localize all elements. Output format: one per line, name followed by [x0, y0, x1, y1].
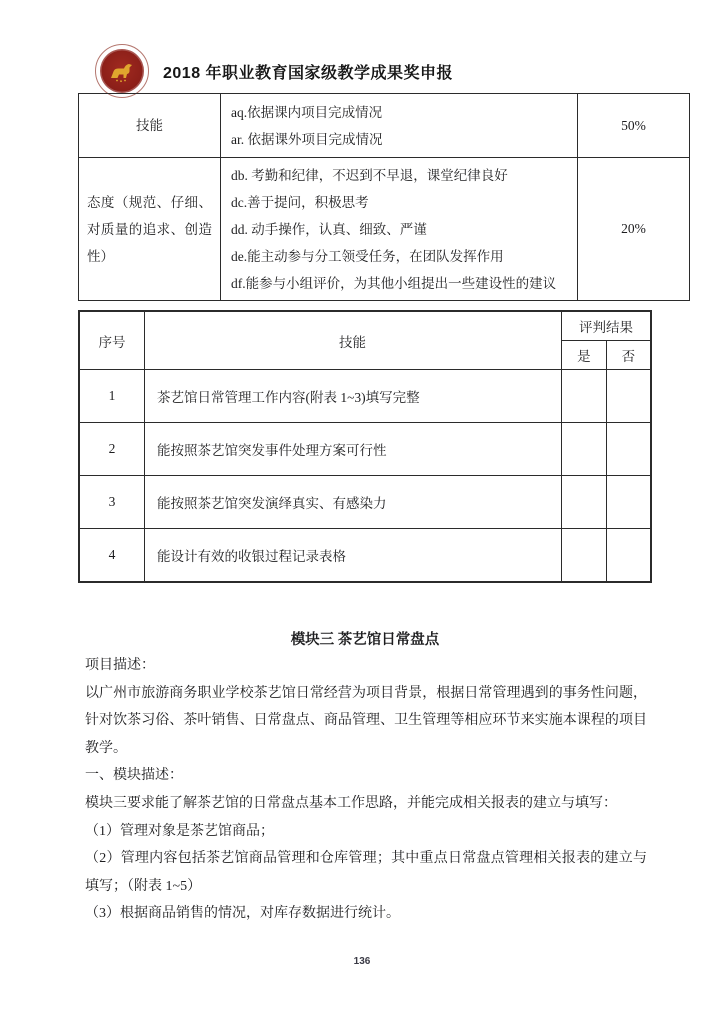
table-row: [79, 94, 690, 158]
paragraph: 模块三要求能了解茶艺馆的日常盘点基本工作思路，并能完成相关报表的建立与填写：: [85, 795, 617, 811]
no-cell: [606, 476, 651, 529]
skill-cell: 能按照茶艺馆突发演绎真实、有感染力: [145, 476, 562, 529]
col-header-skill: 技能: [145, 311, 562, 370]
table-row: [79, 423, 651, 476]
paragraph: （3）根据商品销售的情况，对库存数据进行统计。: [85, 906, 400, 922]
page-header: [95, 44, 453, 98]
paragraph: 一、模块描述：: [85, 768, 183, 784]
paragraph: （1）管理对象是茶艺馆商品；: [85, 823, 274, 839]
criteria-item: ar. 依据课外项目完成情况: [231, 131, 383, 147]
section-body: [85, 652, 647, 928]
row-index-cell: 4: [79, 529, 145, 583]
school-seal-logo: [95, 44, 149, 98]
criteria-weight-cell: 50%: [578, 94, 690, 158]
yes-cell: [562, 370, 607, 423]
no-cell: [606, 423, 651, 476]
horse-icon: [108, 59, 136, 83]
skill-cell: 能按照茶艺馆突发事件处理方案可行性: [145, 423, 562, 476]
criteria-items-cell: [221, 158, 578, 301]
no-cell: [606, 529, 651, 583]
paragraph: 以广州市旅游商务职业学校茶艺馆日常经营为项目背景，根据日常管理遇到的事务性问题，针对饮茶习俗、茶叶销售、日常盘点、商品管理、卫生管理等相应环节来实施本课程的项目教学。: [85, 685, 647, 756]
criteria-item: dc.善于提问，积极思考: [231, 194, 369, 210]
paragraph: 项目描述：: [85, 658, 155, 673]
yes-cell: [562, 476, 607, 529]
no-cell: [606, 370, 651, 423]
skill-checklist-table: [78, 310, 652, 583]
page-title: 2018 年职业教育国家级教学成果奖申报: [163, 64, 454, 82]
criteria-items-cell: [221, 94, 578, 158]
row-index-cell: 2: [79, 423, 145, 476]
criteria-item: db. 考勤和纪律，不迟到不早退，课堂纪律良好: [231, 167, 508, 183]
table-row: [79, 529, 651, 583]
grading-criteria-table: [78, 93, 690, 301]
section-heading: 模块三 茶艺馆日常盘点: [290, 632, 440, 648]
col-header-no: 否: [606, 341, 651, 370]
table-row: [79, 476, 651, 529]
row-index-cell: 1: [79, 370, 145, 423]
row-index-cell: 3: [79, 476, 145, 529]
paragraph: （2）管理内容包括茶艺馆商品管理和仓库管理；其中重点日常盘点管理相关报表的建立与填写；（附表 1~5）: [85, 851, 647, 894]
criteria-category-cell: 技能: [79, 94, 221, 158]
yes-cell: [562, 423, 607, 476]
page-number: 136: [353, 956, 371, 967]
col-header-index: 序号: [79, 311, 145, 370]
table-row: [79, 158, 690, 301]
table-header-row: [79, 311, 651, 341]
criteria-category-cell: 态度（规范、仔细、对质量的追求、创造性）: [79, 158, 221, 301]
yes-cell: [562, 529, 607, 583]
skill-cell: 能设计有效的收银过程记录表格: [145, 529, 562, 583]
col-header-result: 评判结果: [562, 311, 652, 341]
seal-disc: [100, 49, 144, 93]
table-row: [79, 370, 651, 423]
criteria-item: dd. 动手操作，认真、细致、严谨: [231, 221, 427, 237]
criteria-item: de.能主动参与分工领受任务，在团队发挥作用: [231, 248, 504, 264]
col-header-yes: 是: [562, 341, 607, 370]
skill-cell: 茶艺馆日常管理工作内容(附表 1~3)填写完整: [145, 370, 562, 423]
criteria-item: aq.依据课内项目完成情况: [231, 104, 383, 120]
criteria-item: df.能参与小组评价，为其他小组提出一些建设性的建议: [231, 275, 557, 291]
criteria-weight-cell: 20%: [578, 158, 690, 301]
